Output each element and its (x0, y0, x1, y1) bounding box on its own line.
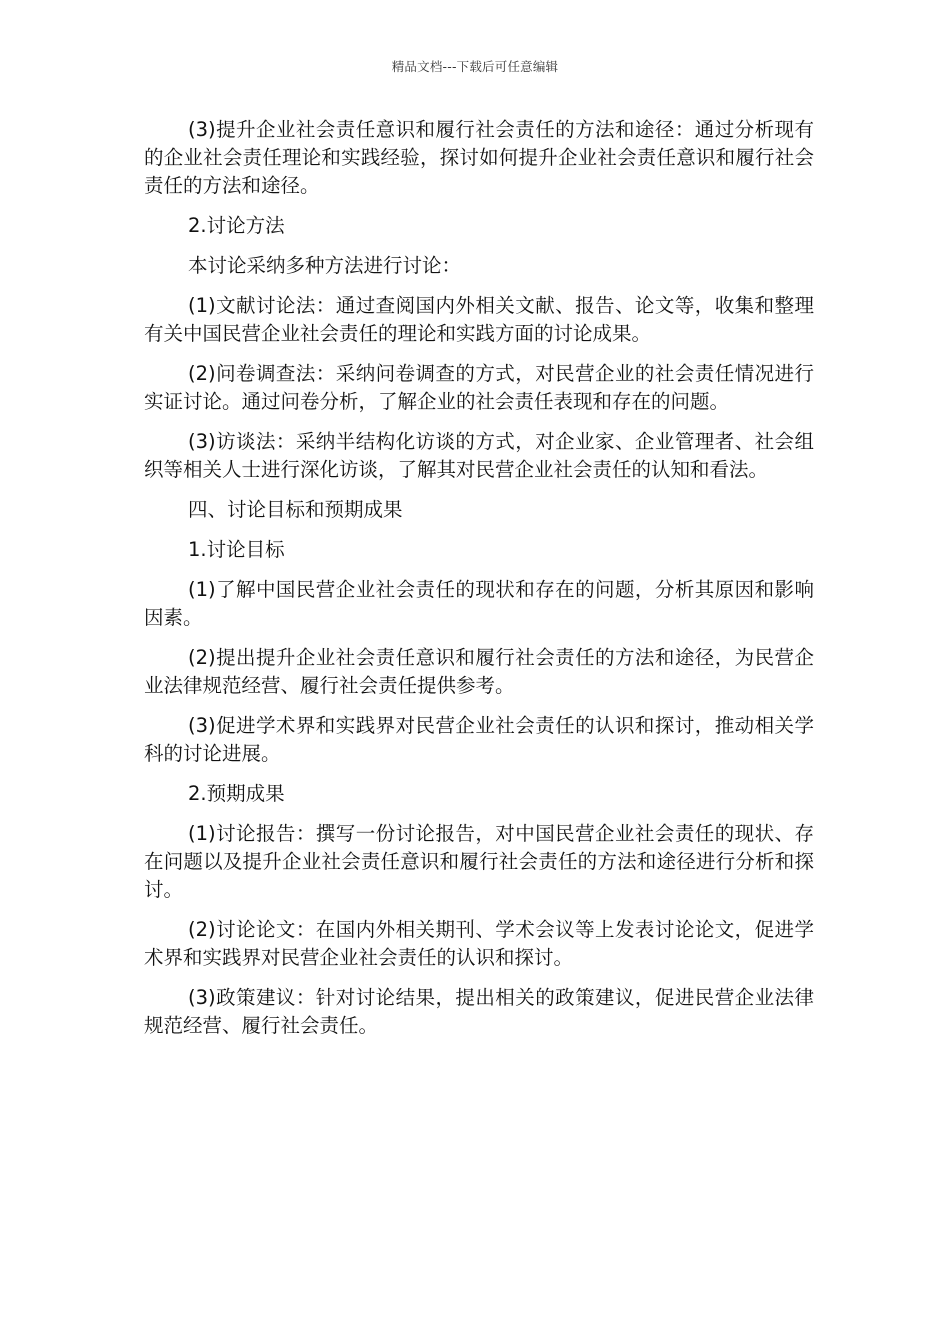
section-heading-methods: 2.讨论方法 (188, 214, 285, 237)
paragraph-methods-intro: 本讨论采纳多种方法进行讨论： (188, 254, 462, 277)
paragraph-goal-1: (1)了解中国民营企业社会责任的现状和存在的问题，分析其原因和影响因素。 (144, 578, 814, 629)
section-heading-goals: 1.讨论目标 (188, 538, 285, 561)
paragraph-goal-2: (2)提出提升企业社会责任意识和履行社会责任的方法和途径，为民营企业法律规范经营、履行社会责任提供参考。 (144, 646, 814, 697)
paragraph-outcome-report: (1)讨论报告：撰写一份讨论报告，对中国民营企业社会责任的现状、存在问题以及提升企业社会责任意识和履行社会责任的方法和途径进行分析和探讨。 (144, 822, 814, 901)
chapter-heading-goals: 四、讨论目标和预期成果 (188, 498, 403, 521)
page-header: 精品文档---下载后可任意编辑 (391, 59, 559, 74)
paragraph-literature-method: (1)文献讨论法：通过查阅国内外相关文献、报告、论文等，收集和整理有关中国民营企业社会责任的理论和实践方面的讨论成果。 (144, 294, 814, 345)
paragraph-outcome-policy: (3)政策建议：针对讨论结果，提出相关的政策建议，促进民营企业法律规范经营、履行社会责任。 (144, 986, 814, 1037)
paragraph-method-3: (3)提升企业社会责任意识和履行社会责任的方法和途径：通过分析现有的企业社会责任理论和实践经验，探讨如何提升企业社会责任意识和履行社会责任的方法和途径。 (144, 118, 814, 197)
document-body (144, 116, 814, 1052)
section-heading-outcomes: 2.预期成果 (188, 782, 285, 805)
paragraph-survey-method: (2)问卷调查法：采纳问卷调查的方式，对民营企业的社会责任情况进行实证讨论。通过问卷分析，了解企业的社会责任表现和存在的问题。 (144, 362, 814, 413)
paragraph-outcome-papers: (2)讨论论文：在国内外相关期刊、学术会议等上发表讨论论文，促进学术界和实践界对民营企业社会责任的认识和探讨。 (144, 918, 814, 969)
paragraph-goal-3: (3)促进学术界和实践界对民营企业社会责任的认识和探讨，推动相关学科的讨论进展。 (144, 714, 814, 765)
paragraph-interview-method: (3)访谈法：采纳半结构化访谈的方式，对企业家、企业管理者、社会组织等相关人士进行深化访谈，了解其对民营企业社会责任的认知和看法。 (144, 430, 814, 481)
